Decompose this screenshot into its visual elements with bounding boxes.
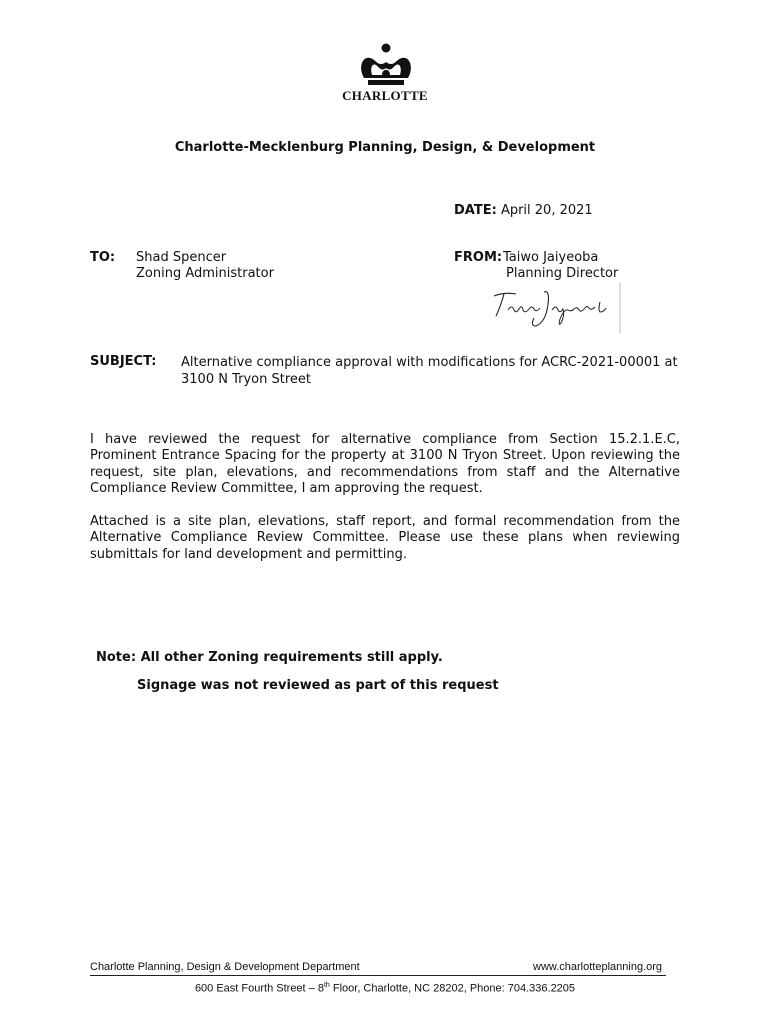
from-label: FROM: bbox=[454, 250, 503, 265]
to-title: Zoning Administrator bbox=[136, 266, 274, 281]
subject-line-1: Alternative compliance approval with modifications for ACRC-2021-00001 at bbox=[181, 355, 678, 370]
footer-department: Charlotte Planning, Design & Development Department bbox=[90, 961, 360, 973]
footer-address-superscript: th bbox=[323, 982, 330, 989]
to-label: TO: bbox=[90, 250, 116, 265]
logo-wordmark: CHARLOTTE bbox=[342, 88, 428, 103]
footer-address-part1: 600 East Fourth Street – 8 bbox=[194, 982, 324, 995]
subject-text bbox=[181, 354, 681, 388]
from-name: Taiwo Jaiyeoba bbox=[503, 250, 599, 265]
footer-address-part2: Floor, Charlotte, NC 28202, Phone: 704.336.2205 bbox=[329, 982, 576, 995]
footer-website[interactable]: www.charlotteplanning.org bbox=[533, 961, 663, 973]
date-line bbox=[454, 203, 593, 218]
note-signage: Signage was not reviewed as part of this request bbox=[137, 678, 499, 693]
note-zoning-requirements: Note: All other Zoning requirements still apply. bbox=[96, 650, 443, 665]
date-value: April 20, 2021 bbox=[500, 203, 593, 218]
subject-line-2: 3100 N Tryon Street bbox=[181, 372, 311, 387]
handwritten-signature bbox=[482, 282, 622, 334]
body-paragraph-1: I have reviewed the request for alternative compliance from Section 15.2.1.E.C, Prominent Entrance Spacing for the property at 3100 N Tryon Street. Upon reviewing the request, site plan, elevations, and recommendations from staff and the Alternative Compliance Review Committee, I am approving the request. bbox=[90, 432, 680, 497]
date-label: DATE: bbox=[454, 203, 497, 218]
department-heading: Charlotte-Mecklenburg Planning, Design, & Development bbox=[174, 140, 596, 155]
footer-divider bbox=[90, 975, 666, 976]
to-name: Shad Spencer bbox=[136, 250, 227, 265]
from-title: Planning Director bbox=[506, 266, 619, 281]
body-paragraph-2: Attached is a site plan, elevations, staff report, and formal recommendation from the Alternative Compliance Review Committee. Please use these plans when reviewing submittals for land development and permitting. bbox=[90, 514, 680, 562]
subject-label: SUBJECT: bbox=[90, 354, 157, 369]
footer-address bbox=[0, 982, 770, 995]
